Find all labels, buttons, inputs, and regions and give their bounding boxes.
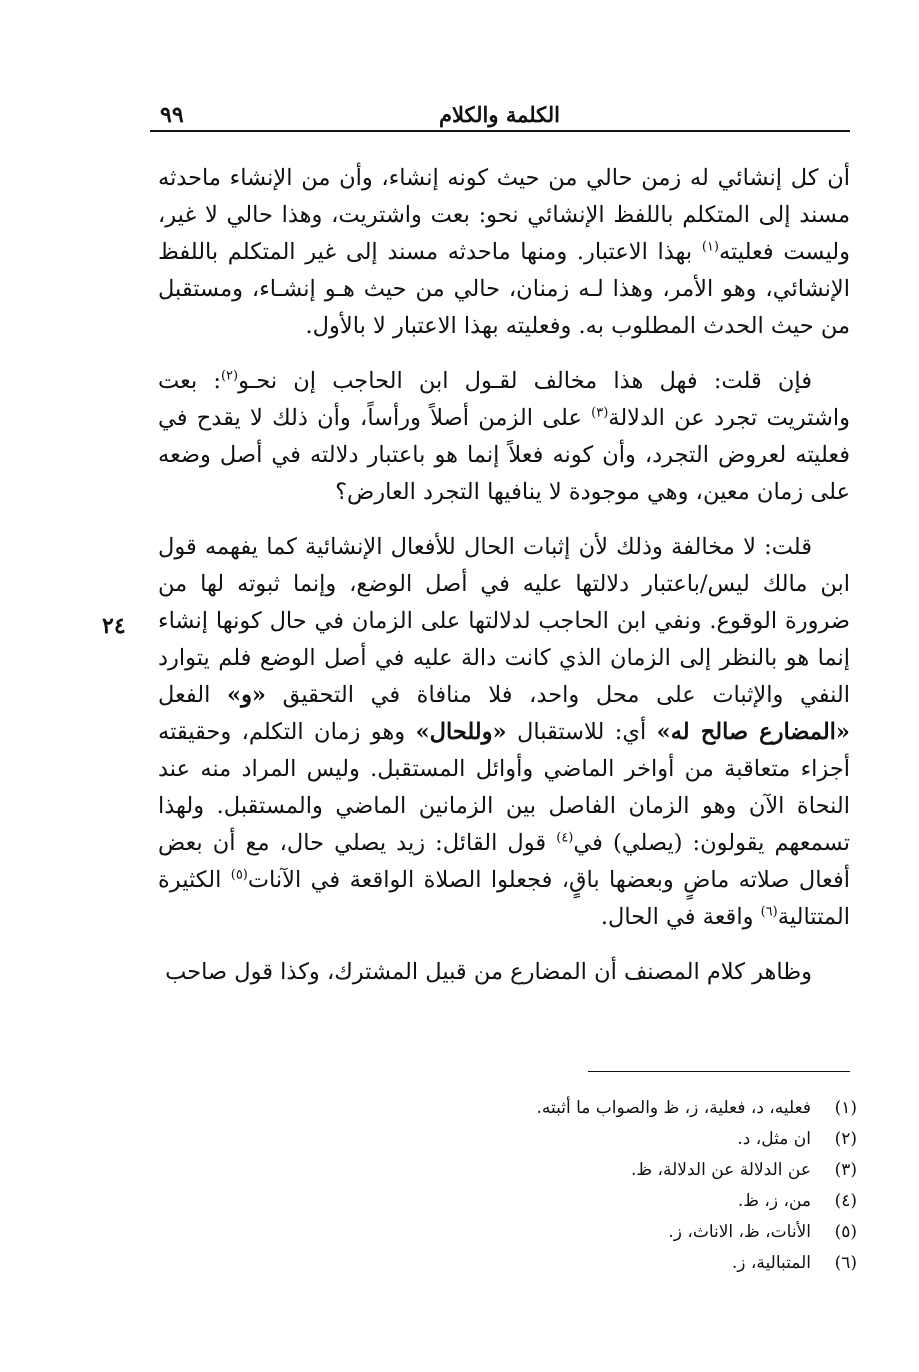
paragraph-4: وظاهر كلام المصنف أن المضارع من قبيل المشترك، وكذا قول صاحب [165,959,812,985]
footnote-separator [588,1071,850,1072]
body-text [158,160,850,991]
footnote-item: (٢) ان مثل، د. [737,1129,857,1149]
footnote-ref-2[interactable]: (٢) [220,368,239,384]
footnote-item: (٥) الأنات، ظ، الاناث، ز. [668,1222,857,1242]
footnote-ref-4[interactable]: (٤) [556,830,574,846]
footnotes [377,1093,857,1279]
page-number: ٩٩ [160,102,184,128]
footnote-ref-1[interactable]: (١) [701,239,719,255]
quoted-text: «وللحال» [415,719,507,745]
paragraph-1: أن كل إنشائي له زمن حالي من حيث كونه إنشاء، وأن من الإنشاء ماحدثه مسند إلى المتكلم باللفظ الإنشائي نحو: بعت واشتريت، وهذا حالي لا غير، وليست فعليته$^{(١)}$ بهذا الاعتبار. ومنها ماحدثه مسند إلى غير المتكلم باللفظ الإنشائي، وهو الأمر، وهذا لـه زمنان، حالي من حيث هـو إنشـاء، ومستقبل من حيث الحدث المطلوب به. وفعليته بهذا الاعتبار لا بالأول. [158,165,850,339]
footnote-item: (٣) عن الدلالة عن الدلالة، ظ. [630,1160,857,1180]
paragraph-3: قلت: لا مخالفة وذلك لأن إثبات الحال للأفعال الإنشائية كما يفهمه قول ابن مالك ليس/باعتبار دلالتها عليه في أصل الوضع، وإنما ثبوته لها من ضرورة الوقوع. ونفي ابن الحاجب لدلالتها على الزمان في حال كونها إنشاء إنما هو بالنظر إلى الزمان الذي كانت دالة عليه في أصل الوضع فلم يتوارد النفي والإثبات على محل واحد، فلا منافاة في التحقيق «و» الفعل «المضارع صالح له» أي: للاستقبال «وللحال» وهو زمان التكلم، وحقيقته أجزاء متعاقبة من أواخر الماضي وأوائل المستقبل. وليس المراد منه عند النحاة الآن وهو الزمان الفاصل بين الزمانين الماضي والمستقبل. ولهذا تسمعهم يقولون: (يصلي) في$^{(٤)}$ قول القائل: زيد يصلي حال، مع أن بعض أفعال صلاته ماضٍ وبعضها باقٍ، فجعلوا الصلاة الواقعة في الآنات$^{(٥)}$ الكثيرة المتتالية$^{(٦)}$ واقعة في الحال. [158,534,851,930]
running-title: الكلمة والكلام [439,102,560,127]
footnote-ref-6[interactable]: (٦) [760,904,778,920]
quoted-text: «و» [227,682,266,708]
footnote-item: (٤) من، ز، ظ. [737,1191,857,1211]
manuscript-folio-marker: ٢٤ [102,613,126,639]
paragraph-2: فإن قلت: فهل هذا مخالف لقـول ابن الحاجب إن نحـو$^{(٢)}$: بعت واشتريت تجرد عن الدلالة$^{(٣)}$ على الزمن أصلاً ورأساً، وأن ذلك لا يقدح في فعليته لعروض التجرد، وأن كونه فعلاً إنما هو باعتبار دلالته في أصل وضعه على زمان معين، وهي موجودة لا ينافيها التجرد العارض؟ [158,368,850,505]
footnote-item: (٦) المتبالية، ز. [731,1253,857,1273]
quoted-text: «المضارع صالح له» [656,719,850,745]
footnote-ref-5[interactable]: (٥) [230,867,248,883]
page-header [150,100,850,130]
footnote-ref-3[interactable]: (٣) [591,405,609,421]
header-rule [150,130,850,132]
footnote-item: (١) فعليه، د، فعلية، ز، ظ والصواب ما أثبته. [536,1098,857,1118]
